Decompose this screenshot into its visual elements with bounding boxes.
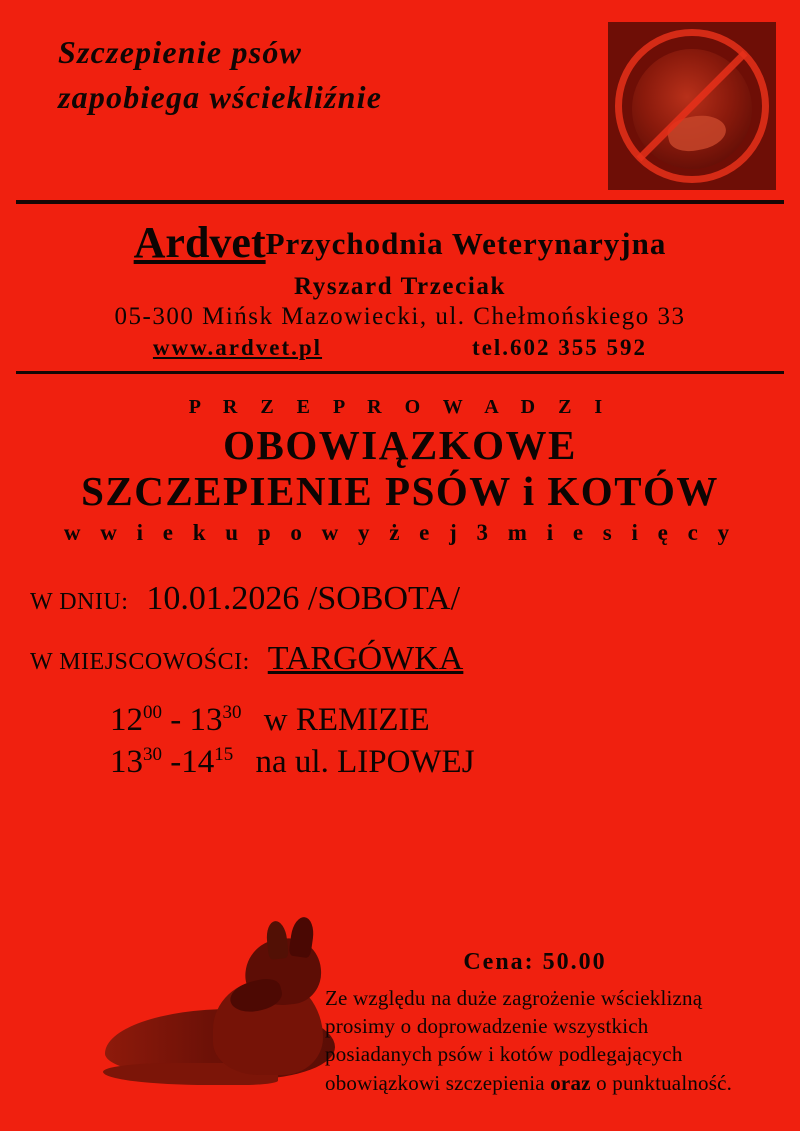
time-dash: - (170, 743, 182, 780)
clinic-person: Ryszard Trzeciak (294, 272, 506, 300)
notice-part-2: o punktualność. (590, 1070, 733, 1095)
clinic-phone: tel.602 355 592 (472, 334, 648, 360)
time-start-hour: 12 (110, 702, 143, 739)
time-place: w REMIZIE (263, 702, 430, 739)
schedule-row (110, 700, 800, 741)
clinic-contact-row (0, 335, 800, 361)
rabies-warning-dog-icon (608, 22, 776, 190)
clinic-name: Ardvet (133, 218, 266, 267)
detail-row-place (30, 640, 800, 678)
german-shepherd-dog-photo (95, 907, 345, 1097)
schedule-row (110, 742, 800, 783)
time-start-hour: 13 (110, 743, 143, 780)
notice-text (325, 984, 745, 1097)
announcement-age-requirement: w w i e k u p o w y ż e j 3 m i e s i ę c y (63, 520, 737, 546)
time-place: na ul. LIPOWEJ (255, 743, 475, 780)
time-end-minutes: 15 (214, 743, 234, 765)
date-value: 10.01.2026 /SOBOTA/ (146, 580, 461, 618)
time-end-hour: 13 (189, 702, 223, 739)
poster-footer (0, 881, 800, 1131)
headline-line-2: zapobiega wściekliźnie (58, 79, 383, 116)
announcement-kicker: P R Z E P R O W A D Z I (188, 395, 612, 418)
place-value: TARGÓWKA (267, 640, 464, 678)
clinic-title-line (0, 218, 800, 269)
time-end-hour: 14 (181, 743, 215, 780)
clinic-website-link[interactable]: www.ardvet.pl (152, 334, 323, 360)
clinic-address: 05-300 Mińsk Mazowiecki, ul. Chełmońskiego 33 (114, 302, 686, 330)
announcement-block (0, 374, 800, 547)
clinic-type: Przychodnia Weterynaryjna (265, 226, 667, 261)
poster-headline (58, 30, 578, 121)
date-label: W DNIU: (30, 589, 129, 616)
event-details (0, 580, 800, 783)
place-label: W MIEJSCOWOŚCI: (30, 649, 250, 676)
announcement-line-1: OBOWIĄZKOWE (223, 421, 577, 468)
notice-part-1: Ze względu na duże zagrożenie wścieklizną prosimy o doprowadzenie wszystkich posiadanych psów i kotów podlegających obowiązkowi szczepienia (325, 985, 703, 1095)
time-start-minutes: 30 (143, 743, 162, 765)
time-start-minutes: 00 (143, 702, 162, 724)
poster-header (0, 0, 800, 200)
time-end-minutes: 30 (222, 702, 242, 724)
time-dash: - (170, 702, 182, 739)
schedule-list (30, 700, 800, 783)
notice-block (325, 949, 745, 1097)
clinic-block (0, 204, 800, 371)
announcement-line-2: SZCZEPIENIE PSÓW i KOTÓW (81, 467, 719, 514)
notice-bold-word: oraz (550, 1070, 591, 1095)
detail-row-date (30, 580, 800, 618)
dog-ear-left-shape (265, 920, 289, 960)
headline-line-1: Szczepienie psów (58, 34, 303, 70)
price-label: Cena: 50.00 (463, 948, 607, 975)
